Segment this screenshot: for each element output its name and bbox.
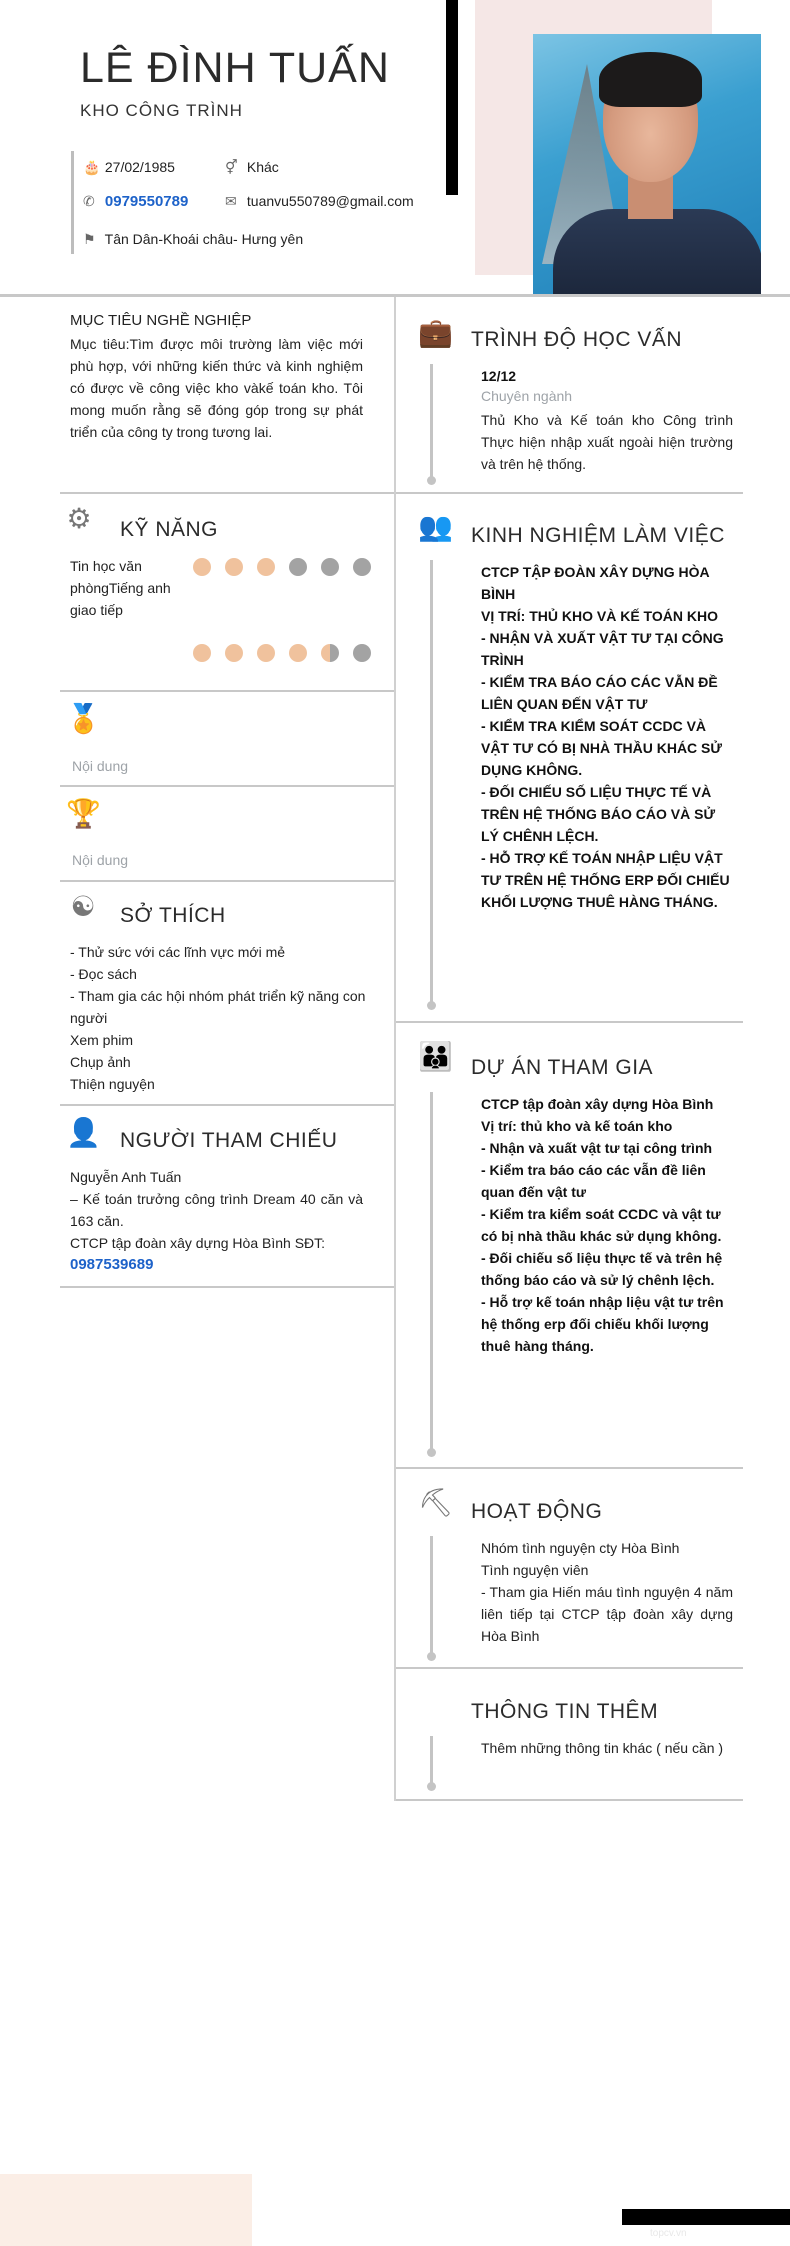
- skill-1-dot-1: [193, 558, 211, 576]
- hobby-item: - Tham gia các hội nhóm phát triển kỹ năng con người: [70, 988, 366, 1026]
- activity-org: Nhóm tình nguyện cty Hòa Bình: [481, 1540, 680, 1556]
- team-icon: 👥: [418, 511, 453, 542]
- gender-icon: ⚥: [225, 159, 238, 175]
- projects-title: DỰ ÁN THAM GIA: [471, 1056, 654, 1079]
- reference-block: [70, 1166, 363, 1276]
- email-link[interactable]: tuanvu550789@gmail.com: [246, 193, 414, 209]
- activities-block: [481, 1537, 733, 1647]
- profile-photo: [533, 34, 761, 295]
- address-row: [83, 231, 303, 248]
- skill-2-dot-6: [353, 644, 371, 662]
- hobby-item: - Thử sức với các lĩnh vực mới mẻ: [70, 944, 286, 960]
- experience-item: - KIỂM TRA KIỂM SOÁT CCDC VÀ VẬT TƯ CÓ BỊ NHÀ THẦU KHÁC SỬ DỤNG KHÔNG.: [481, 718, 723, 778]
- birthday-row: [83, 159, 175, 176]
- footer-watermark: topcv.vn: [650, 2228, 687, 2239]
- project-item: - Đối chiếu số liệu thực tế và trên hệ thống báo cáo và sử lý chênh lệch.: [481, 1250, 723, 1288]
- skill-2-dot-2: [225, 644, 243, 662]
- reference-company: CTCP tập đoàn xây dựng Hòa Bình SĐT:: [70, 1235, 326, 1251]
- education-desc: Thủ Kho và Kế toán kho Công trình Thực hiện nhập xuất ngoài hiện trường và trên hệ thống.: [481, 412, 733, 472]
- volunteer-icon: ⛏: [418, 1487, 454, 1518]
- project-item: - Hỗ trợ kế toán nhập liệu vật tư trên hệ thống erp đối chiếu khối lượng thuê hàng tháng.: [481, 1294, 724, 1354]
- skill-2-dot-4: [289, 644, 307, 662]
- phone-row: [83, 193, 188, 210]
- project-item: - Kiểm tra báo cáo các vẫn đề liên quan đến vật tư: [481, 1162, 706, 1200]
- activities-timeline: [430, 1536, 433, 1656]
- info-divider: [71, 151, 74, 254]
- address-value: Tân Dân-Khoái châu- Hưng yên: [104, 231, 304, 247]
- reference-separator: [60, 1286, 394, 1288]
- skill-name-1: Tin học văn phòngTiếng anh giao tiếp: [70, 558, 171, 618]
- projects-timeline-dot: [427, 1448, 436, 1457]
- education-title: TRÌNH ĐỘ HỌC VẤN: [471, 328, 683, 351]
- footer-accent-block: [0, 2174, 252, 2246]
- experience-item: - ĐỐI CHIẾU SỐ LIỆU THỰC TẾ VÀ TRÊN HỆ THỐNG BÁO CÁO VÀ SỬ LÝ CHÊNH LỆCH.: [481, 784, 716, 844]
- projects-timeline: [430, 1092, 433, 1452]
- phone-link[interactable]: 0979550789: [104, 193, 189, 210]
- activity-desc: - Tham gia Hiến máu tình nguyện 4 năm liên tiếp tại CTCP tập đoàn xây dựng Hòa Bình: [481, 1584, 733, 1644]
- hobby-icon: ☯: [70, 891, 96, 922]
- activities-timeline-dot: [427, 1652, 436, 1661]
- skills-icon: ⚙: [66, 503, 92, 534]
- email-icon: ✉: [225, 193, 237, 209]
- certificates-separator: [60, 880, 394, 882]
- people-group-icon: 👪: [418, 1041, 453, 1072]
- project-item: - Nhận và xuất vật tư tại công trình: [481, 1140, 713, 1156]
- experience-list: [481, 561, 733, 913]
- more-info-separator: [396, 1799, 743, 1801]
- certificates-placeholder[interactable]: Nội dung: [72, 852, 129, 868]
- experience-item: CTCP TẬP ĐOÀN XÂY DỰNG HÒA BÌNH: [481, 564, 710, 602]
- reference-title: NGƯỜI THAM CHIẾU: [120, 1129, 338, 1152]
- more-info-timeline-dot: [427, 1782, 436, 1791]
- objective-separator: [60, 492, 394, 494]
- location-icon: ⚑: [83, 231, 96, 247]
- briefcase-icon: 💼: [418, 317, 453, 348]
- person-icon: 👤: [66, 1117, 101, 1148]
- hobbies-title: SỞ THÍCH: [120, 904, 226, 927]
- education-major: Chuyên ngành: [481, 388, 573, 404]
- skill-1-dot-2: [225, 558, 243, 576]
- job-title: KHO CÔNG TRÌNH: [80, 101, 243, 120]
- hobbies-separator: [60, 1104, 394, 1106]
- experience-item: - KIỂM TRA BÁO CÁO CÁC VẪN ĐỀ LIÊN QUAN ĐẾN VẬT TƯ: [481, 674, 718, 712]
- birthday-value: 27/02/1985: [104, 159, 175, 175]
- experience-item: VỊ TRÍ: THỦ KHO VÀ KẾ TOÁN KHO: [481, 608, 718, 624]
- awards-separator: [60, 785, 394, 787]
- project-item: - Kiểm tra kiểm soát CCDC và vật tư có bị nhà thầu khác sử dụng không.: [481, 1206, 722, 1244]
- skill-1-dot-4: [289, 558, 307, 576]
- skill-1-dot-5: [321, 558, 339, 576]
- reference-name: Nguyễn Anh Tuấn: [70, 1169, 182, 1185]
- project-item: Vị trí: thủ kho và kế toán kho: [481, 1118, 673, 1134]
- skill-2-dot-1: [193, 644, 211, 662]
- hobby-item: Xem phim: [70, 1032, 134, 1048]
- skills-separator: [60, 690, 394, 692]
- skill-2-dot-3: [257, 644, 275, 662]
- award-icon: 🏅: [66, 703, 101, 734]
- objective-title: MỤC TIÊU NGHỀ NGHIỆP: [70, 312, 252, 329]
- gender-value: Khác: [246, 159, 279, 175]
- trophy-icon: 🏆: [66, 798, 101, 829]
- objective-text: Mục tiêu:Tìm được môi trường làm việc mới phù hợp, với những kiến thức và kinh nghiệm có được về công việc kho vàkế toán kho. Tôi mong muốn rằng sẽ đóng góp trong sự phát triển của công ty trong tương lai.: [70, 336, 363, 440]
- reference-role: – Kế toán trưởng công trình Dream 40 căn và 163 căn.: [70, 1191, 363, 1229]
- more-info-timeline: [430, 1736, 433, 1786]
- experience-separator: [396, 1021, 743, 1023]
- hobby-item: - Đọc sách: [70, 966, 137, 982]
- reference-phone[interactable]: 0987539689: [70, 1256, 154, 1273]
- hobby-item: Chụp ảnh: [70, 1054, 131, 1070]
- projects-list: [481, 1093, 733, 1357]
- awards-placeholder[interactable]: Nội dung: [72, 758, 129, 774]
- activity-role: Tình nguyện viên: [481, 1562, 589, 1578]
- education-timeline: [430, 364, 433, 480]
- footer-black-bar: [622, 2209, 790, 2225]
- skill-1-dot-3: [257, 558, 275, 576]
- phone-icon: ✆: [83, 193, 95, 209]
- experience-timeline-dot: [427, 1001, 436, 1010]
- skill-1-dot-6: [353, 558, 371, 576]
- education-separator: [396, 492, 743, 494]
- candidate-name: LÊ ĐÌNH TUẤN: [80, 44, 390, 92]
- education-date: 12/12: [481, 368, 517, 384]
- projects-separator: [396, 1467, 743, 1469]
- cake-icon: 🎂: [83, 159, 101, 175]
- activities-title: HOẠT ĐỘNG: [471, 1500, 603, 1523]
- column-divider: [394, 297, 396, 1801]
- more-info-text: Thêm những thông tin khác ( nếu cần ): [481, 1740, 724, 1756]
- skill-2-dot-5: [321, 644, 339, 662]
- experience-title: KINH NGHIỆM LÀM VIỆC: [471, 524, 725, 547]
- education-timeline-dot: [427, 476, 436, 485]
- gender-row: [225, 159, 279, 176]
- experience-timeline: [430, 560, 433, 1005]
- hobbies-list: [70, 941, 370, 1095]
- experience-item: - HỖ TRỢ KẾ TOÁN NHẬP LIỆU VẬT TƯ TRÊN HỆ THỐNG ERP ĐỐI CHIẾU KHỐI LƯỢNG THUÊ HÀNG THÁNG.: [481, 850, 730, 910]
- email-row: [225, 193, 414, 210]
- activities-separator: [396, 1667, 743, 1669]
- project-item: CTCP tập đoàn xây dựng Hòa Bình: [481, 1096, 714, 1112]
- header-black-bar: [446, 0, 458, 195]
- hobby-item: Thiện nguyện: [70, 1076, 155, 1092]
- experience-item: - NHẬN VÀ XUẤT VẬT TƯ TẠI CÔNG TRÌNH: [481, 630, 724, 668]
- more-info-title: THÔNG TIN THÊM: [471, 1700, 659, 1723]
- skills-title: KỸ NĂNG: [120, 518, 219, 541]
